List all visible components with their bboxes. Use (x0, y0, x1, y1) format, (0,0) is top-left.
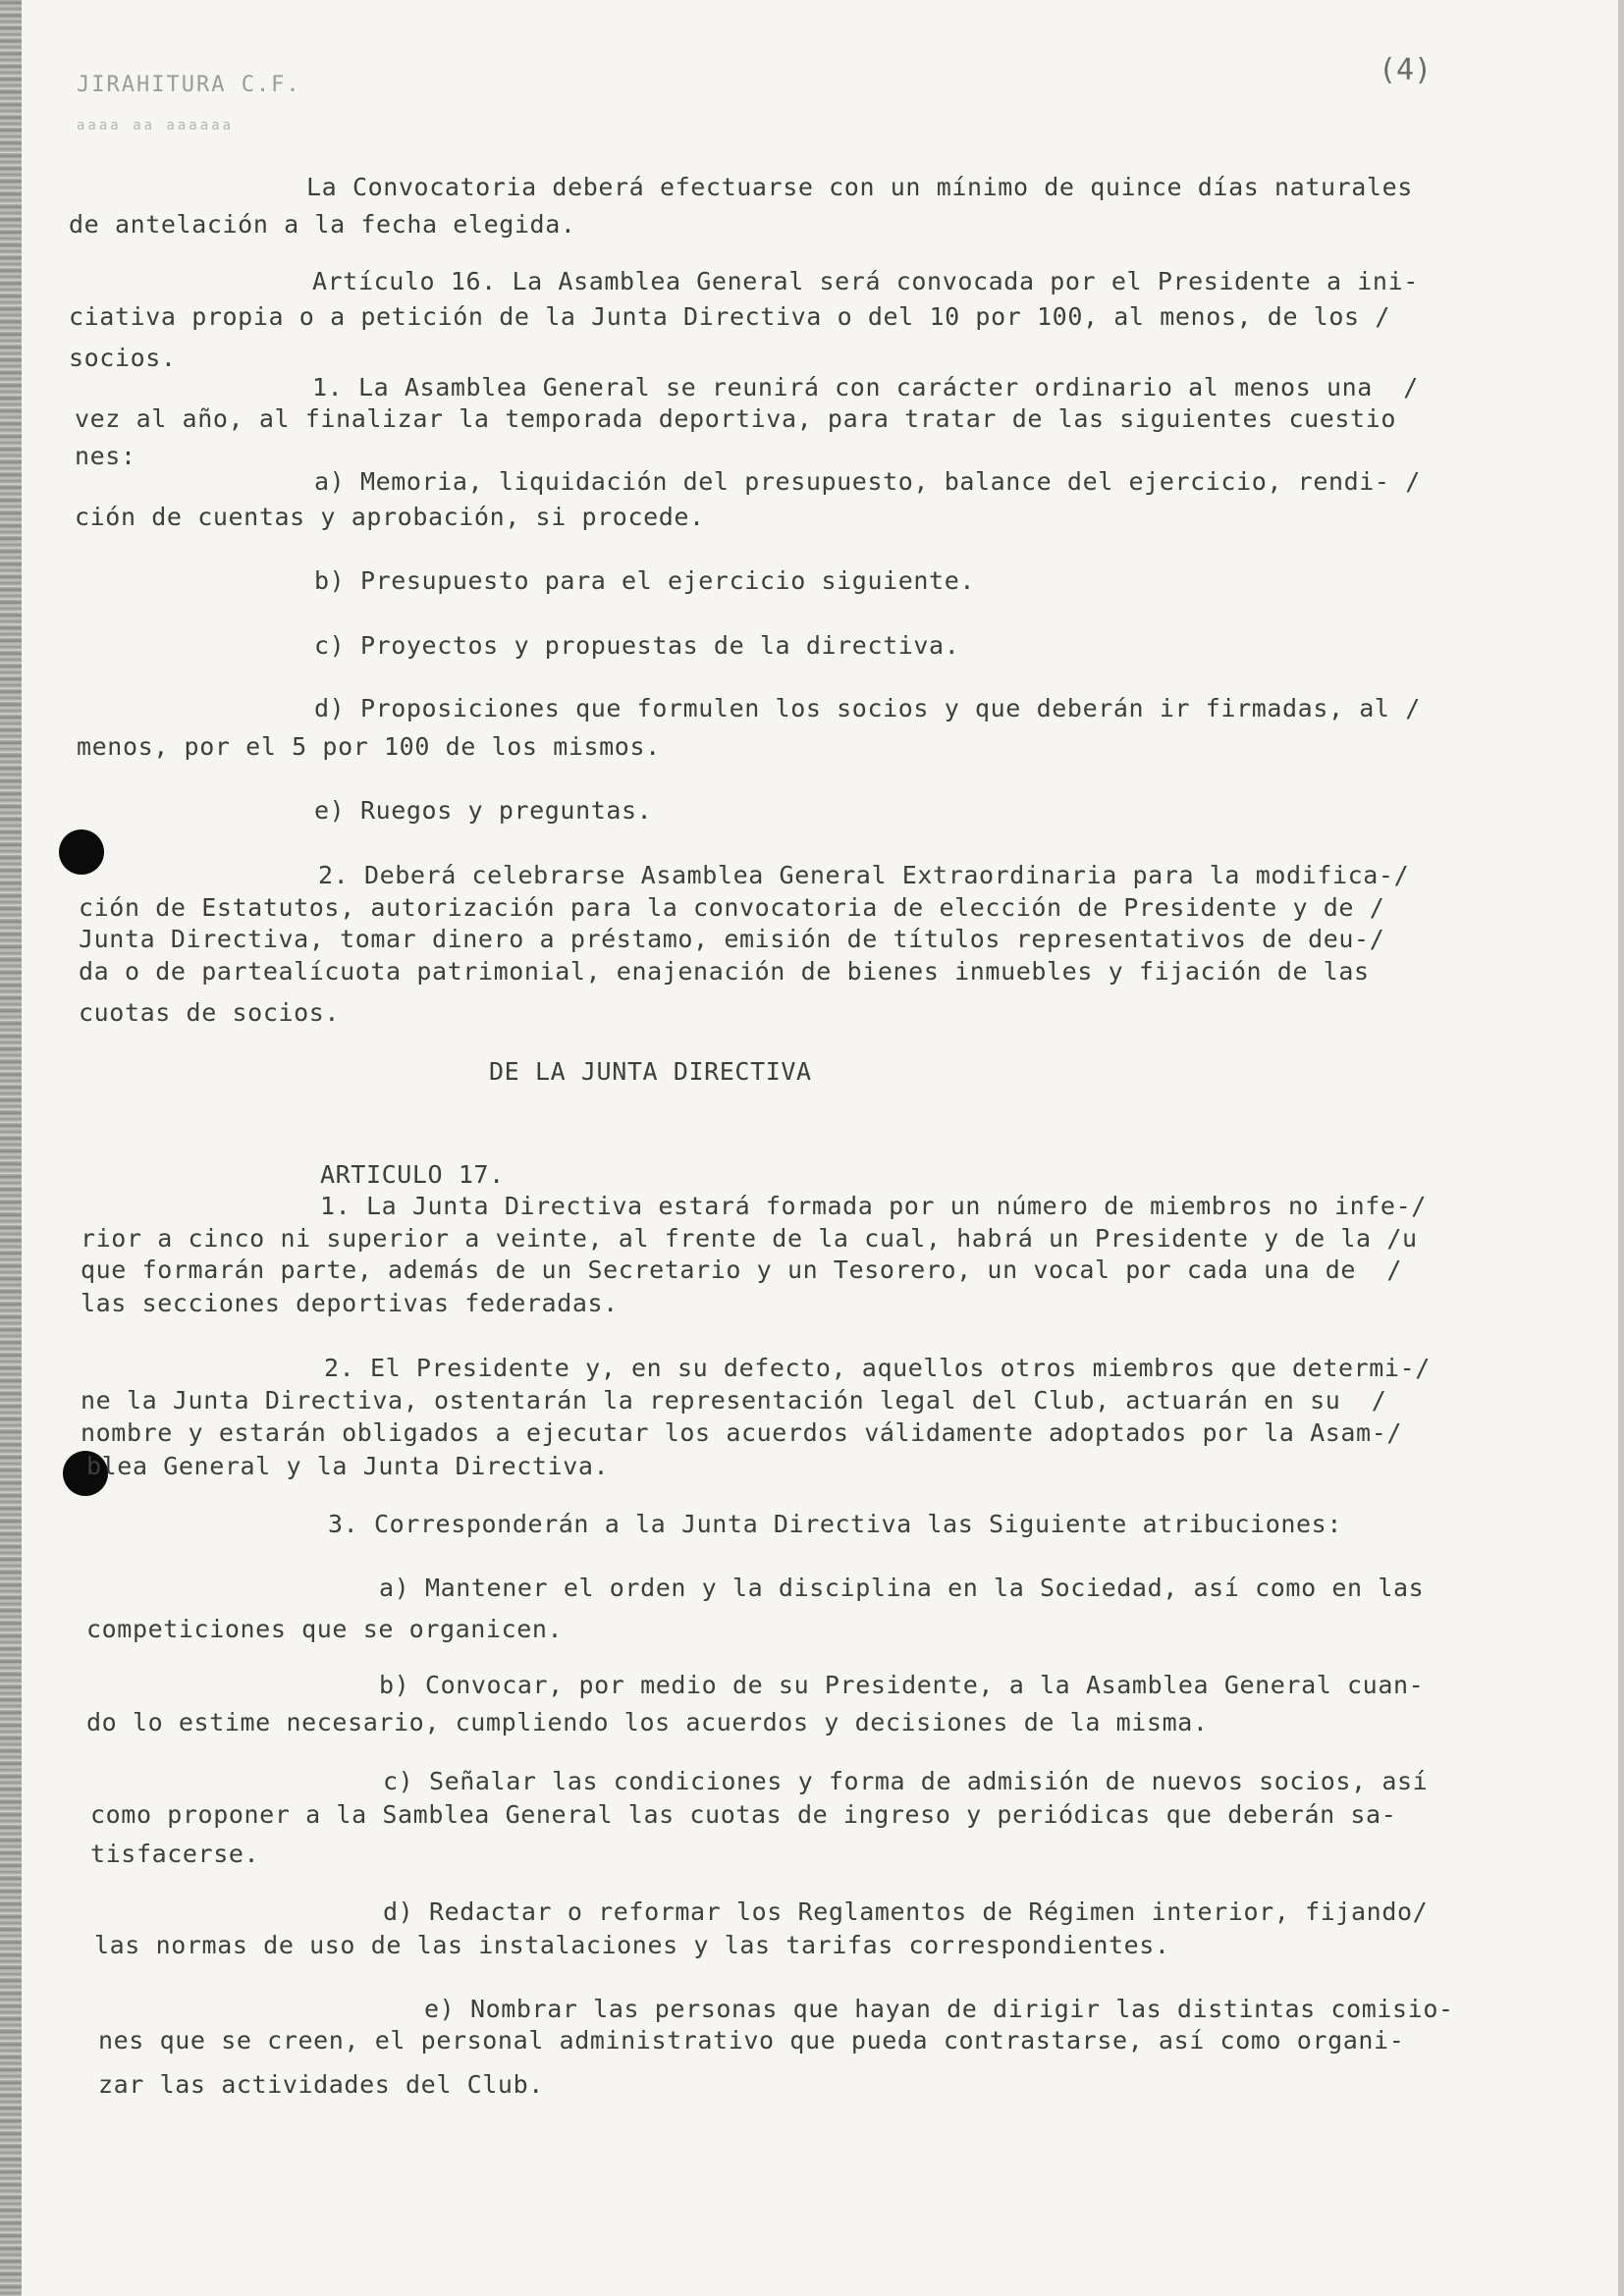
body-line: las normas de uso de las instalaciones y las tarifas correspondientes. (94, 1931, 1170, 1959)
body-line: tisfacerse. (90, 1840, 260, 1868)
body-line: a) Mantener el orden y la disciplina en la Sociedad, así como en las (379, 1574, 1425, 1602)
body-line: rior a cinco ni superior a veinte, al frente de la cual, habrá un Presidente y de la /u (81, 1224, 1418, 1253)
body-line: do lo estime necesario, cumpliendo los acuerdos y decisiones de la misma. (86, 1708, 1209, 1736)
body-line: 1. La Junta Directiva estará formada por un número de miembros no infe-/ (320, 1192, 1427, 1220)
body-line: de antelación a la fecha elegida. (69, 210, 576, 239)
body-line: menos, por el 5 por 100 de los mismos. (77, 732, 661, 761)
header-org: JIRAHITURA C.F. (77, 73, 301, 97)
body-line: ne la Junta Directiva, ostentarán la representación legal del Club, actuarán en su / (81, 1386, 1387, 1415)
body-line: b) Presupuesto para el ejercicio siguiente. (314, 566, 976, 595)
body-line: blea General y la Junta Directiva. (86, 1452, 610, 1480)
body-line: 1. La Asamblea General se reunirá con carácter ordinario al menos una / (312, 373, 1419, 401)
body-line: 2. Deberá celebrarse Asamblea General Extraordinaria para la modifica-/ (318, 861, 1410, 889)
body-line: Artículo 16. La Asamblea General será convocada por el Presidente a ini- (312, 267, 1419, 295)
body-line: c) Proyectos y propuestas de la directiva. (314, 631, 960, 660)
section-heading: DE LA JUNTA DIRECTIVA (489, 1057, 812, 1086)
body-line: las secciones deportivas federadas. (81, 1289, 619, 1317)
body-line: vez al año, al finalizar la temporada deportiva, para tratar de las siguientes cuestio (75, 404, 1397, 433)
body-line: nes que se creen, el personal administrativo que pueda contrastarse, así como organi- (98, 2026, 1405, 2055)
body-line: nes: (75, 442, 136, 470)
body-line: ciativa propia o a petición de la Junta Directiva o del 10 por 100, al menos, de los / (69, 302, 1391, 331)
body-line: como proponer a la Samblea General las cuotas de ingreso y periódicas que deberán sa- (90, 1800, 1397, 1829)
header-subtext: aaaa aa aaaaaa (77, 118, 235, 133)
body-line: Junta Directiva, tomar dinero a préstamo, emisión de títulos representativos de deu-/ (79, 925, 1385, 953)
body-line: d) Proposiciones que formulen los socios y que deberán ir firmadas, al / (314, 694, 1421, 722)
body-line: d) Redactar o reformar los Reglamentos de Régimen interior, fijando/ (383, 1897, 1429, 1926)
body-line: La Convocatoria deberá efectuarse con un mínimo de quince días naturales (306, 173, 1413, 201)
body-line: c) Señalar las condiciones y forma de admisión de nuevos socios, así (383, 1767, 1429, 1795)
body-line: b) Convocar, por medio de su Presidente, a la Asamblea General cuan- (379, 1671, 1425, 1699)
body-line: e) Ruegos y preguntas. (314, 796, 653, 825)
body-line: e) Nombrar las personas que hayan de dirigir las distintas comisio- (424, 1995, 1454, 2023)
page-number: (4) (1379, 53, 1433, 87)
body-line: socios. (69, 344, 177, 372)
article-heading: ARTICULO 17. (320, 1160, 505, 1189)
body-line: ción de cuentas y aprobación, si procede. (75, 503, 705, 531)
body-line: da o de partealícuota patrimonial, enajenación de bienes inmuebles y fijación de las (79, 957, 1370, 986)
body-line: 2. El Presidente y, en su defecto, aquellos otros miembros que determi-/ (324, 1354, 1431, 1382)
body-line: 3. Corresponderán a la Junta Directiva las Siguiente atribuciones: (328, 1510, 1342, 1538)
body-line: nombre y estarán obligados a ejecutar los acuerdos válidamente adoptados por la Asam-/ (81, 1418, 1403, 1447)
body-line: ción de Estatutos, autorización para la convocatoria de elección de Presidente y de / (79, 893, 1385, 922)
body-line: zar las actividades del Club. (98, 2070, 544, 2099)
body-line: cuotas de socios. (79, 998, 341, 1027)
body-line: competiciones que se organicen. (86, 1615, 564, 1643)
body-line: que formarán parte, además de un Secretario y un Tesorero, un vocal por cada una de / (81, 1255, 1403, 1284)
body-line: a) Memoria, liquidación del presupuesto, balance del ejercicio, rendi- / (314, 467, 1421, 496)
